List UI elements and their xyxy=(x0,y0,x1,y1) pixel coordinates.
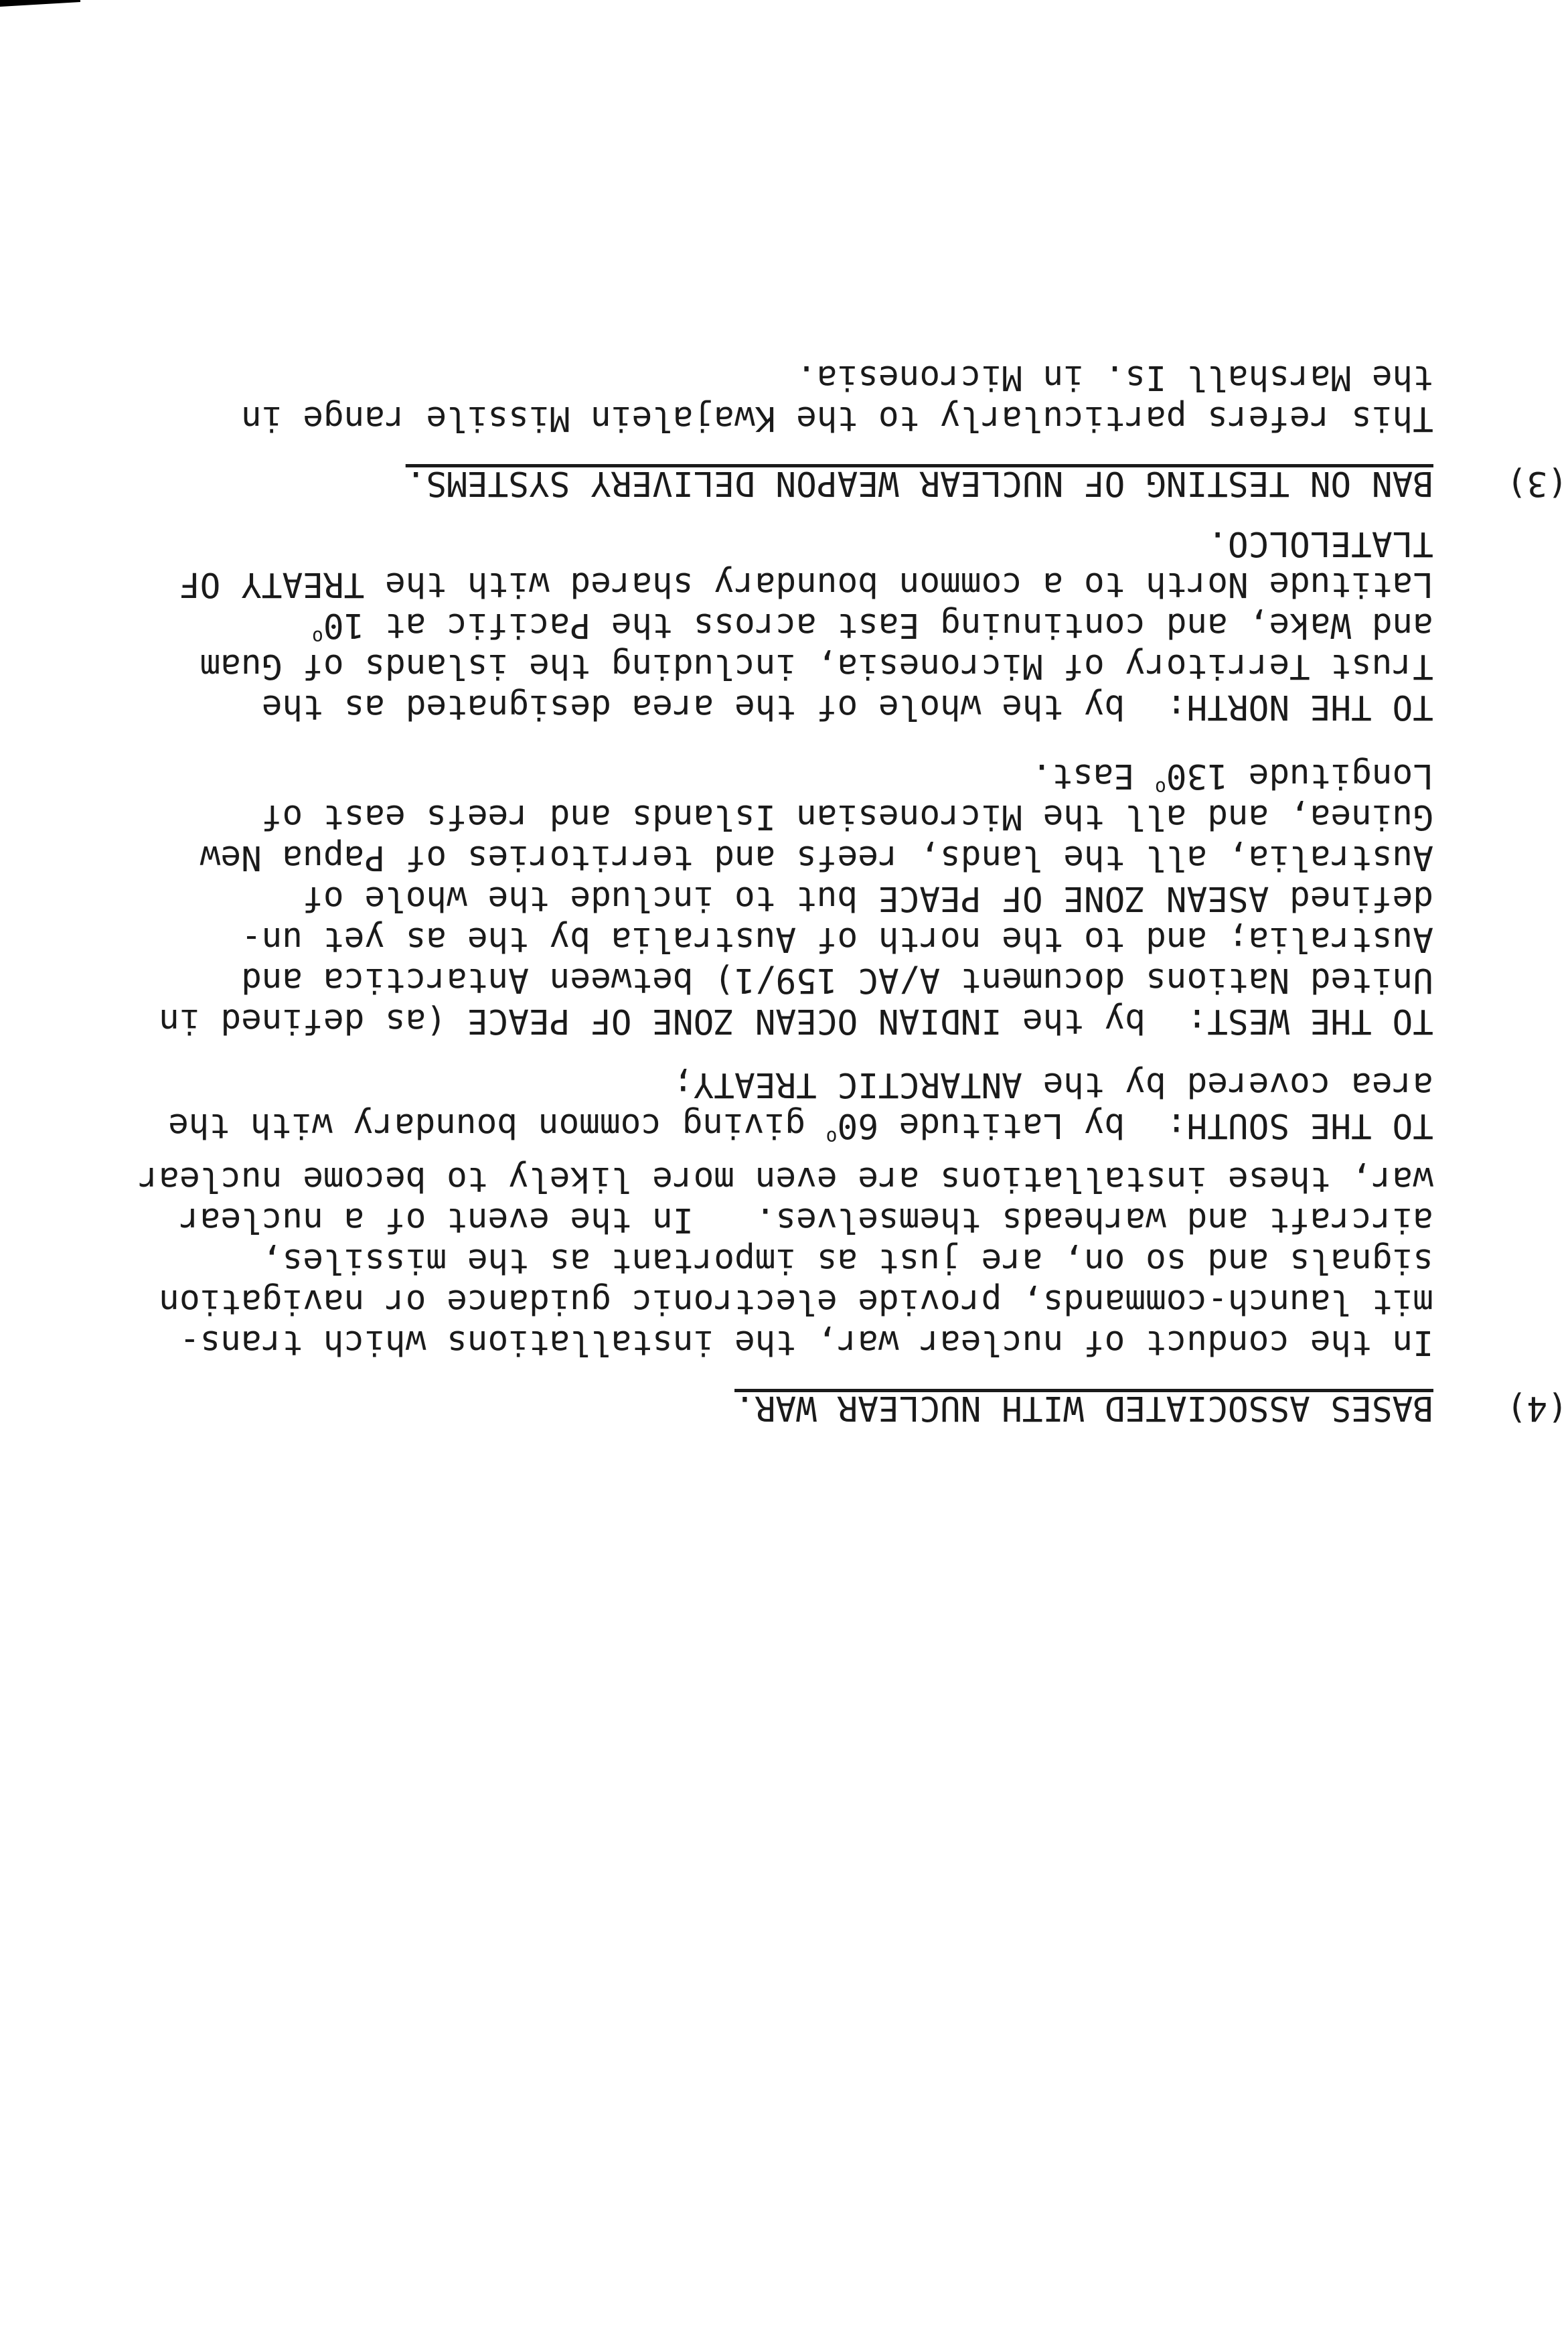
west-line: Guinea, and all the Micronesian Islands and reefs east of xyxy=(261,797,1433,836)
section-line: war, these installations are even more likely to become nuclear xyxy=(138,1159,1433,1199)
section-number: (3) xyxy=(1506,463,1568,503)
section-line: the Marshall Is. in Micronesia. xyxy=(796,358,1433,397)
section-heading: BAN ON TESTING OF NUCLEAR WEAPON DELIVERY SYSTEMS. xyxy=(405,463,1433,503)
section-heading: BASES ASSOCIATED WITH NUCLEAR WAR. xyxy=(734,1388,1433,1428)
west-line: Australia, all the lands, reefs and territories of Papua New xyxy=(200,838,1433,877)
north-line: Trust Territory of Micronesia, including the islands of Guam xyxy=(200,646,1433,686)
north-line: and Wake, and continuing East across the Pacific at 10$^o$ xyxy=(312,605,1433,649)
north-line: TO THE NORTH: by the whole of the area designated as the xyxy=(261,687,1433,727)
south-line-1: TO THE SOUTH: by Latitude 60$^o$ giving common boundary with the xyxy=(168,1106,1433,1149)
west-line-last: Longitude 130$^o$ East. xyxy=(1031,756,1433,800)
west-line: defined ASEAN ZONE OF PEACE but to include the whole of xyxy=(303,879,1433,918)
west-line: Australia; and to the north of Australia by the as yet un- xyxy=(241,919,1433,959)
south-line-2: area covered by the ANTARCTIC TREATY; xyxy=(672,1065,1433,1104)
section-line: This refers particularly to the Kwajalein Missile range in xyxy=(241,398,1433,438)
north-line: Latitude North to a common boundary shared with the TREATY OF xyxy=(179,565,1433,604)
section-line: mit launch-commands, provide electronic guidance or navigation xyxy=(159,1282,1433,1321)
section-line: aircraft and warheads themselves. In the event of a nuclear xyxy=(179,1200,1433,1240)
section-number: (4) xyxy=(1506,1388,1568,1428)
west-line: United Nations document A/AC 159/1) between Antarctica and xyxy=(241,960,1433,1000)
section-line: In the conduct of nuclear war, the installations which trans- xyxy=(179,1323,1433,1362)
section-line: signals and so on, are just as important as the missiles, xyxy=(261,1241,1433,1280)
north-line: TLATELOLCO. xyxy=(1207,524,1433,563)
west-line: TO THE WEST: by the INDIAN OCEAN ZONE OF PEACE (as defined in xyxy=(159,1001,1433,1041)
